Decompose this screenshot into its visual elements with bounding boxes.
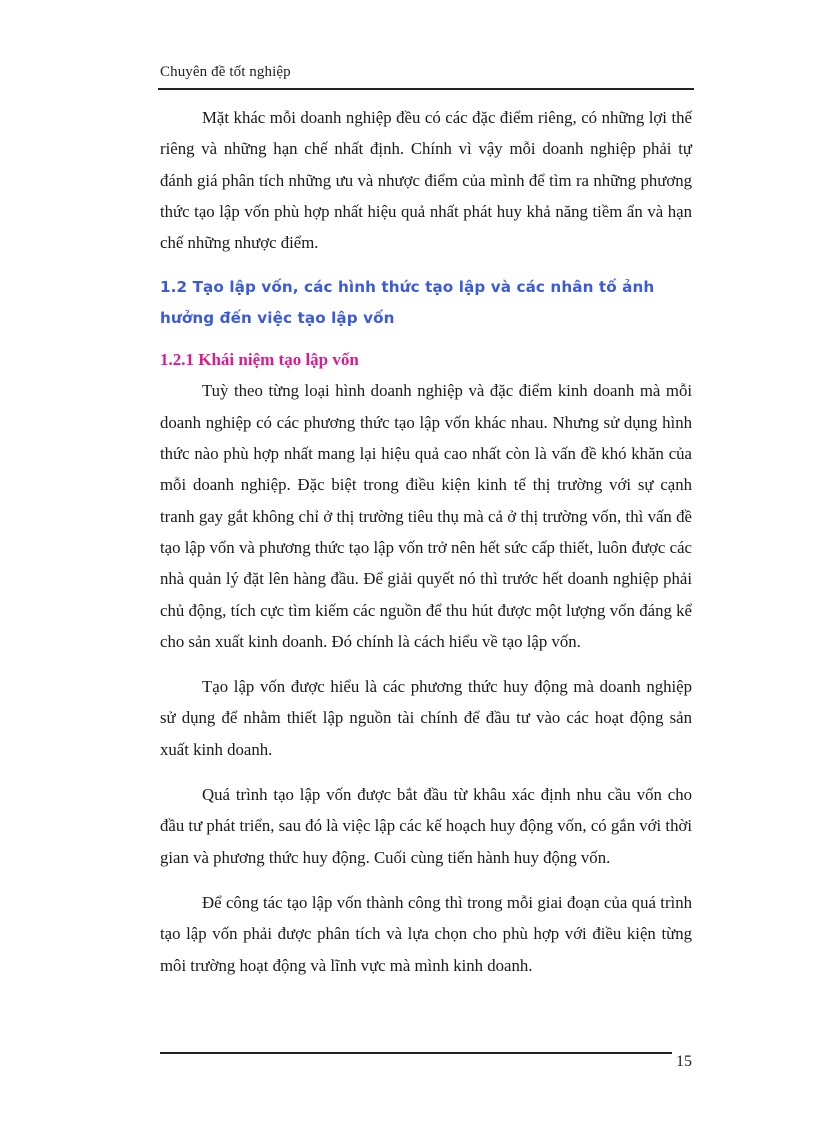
paragraph-intro: Mặt khác mỗi doanh nghiệp đều có các đặc điểm riêng, có những lợi thế riêng và những hạn chế nhất định. Chính vì vậy mỗi doanh nghiệp phải tự đánh giá phân tích những ưu và nhược điểm của mình để tìm ra những phương thức tạo lập vốn phù hợp nhất hiệu quả nhất phát huy khả năng tiềm ẩn và hạn chế những nhược điểm. — [160, 108, 692, 253]
paragraph-3: Quá trình tạo lập vốn được bắt đầu từ khâu xác định nhu cầu vốn cho đầu tư phát triển, sau đó là việc lập các kế hoạch huy động vốn, có gắn với thời gian và phương thức huy động. Cuối cùng tiến hành huy động vốn. — [160, 785, 692, 867]
page-content — [160, 102, 692, 981]
paragraph-1: Tuỳ theo từng loại hình doanh nghiệp và đặc điểm kinh doanh mà mỗi doanh nghiệp có các phương thức tạo lập vốn khác nhau. Nhưng sử dụng hình thức nào phù hợp nhất mang lại hiệu quả cao nhất còn là vấn đề khó khăn của mỗi doanh nghiệp. Đặc biệt trong điều kiện kinh tế thị trường với sự cạnh tranh gay gắt không chỉ ở thị trường tiêu thụ mà cả ở thị trường vốn, thì vấn đề tạo lập vốn và phương thức tạo lập vốn trở nên hết sức cấp thiết, luôn được các nhà quản lý đặt lên hàng đầu. Để giải quyết nó thì trước hết doanh nghiệp phải chủ động, tích cực tìm kiếm các nguồn để thu hút được một lượng vốn đáng kể cho sản xuất kinh doanh. Đó chính là cách hiểu về tạo lập vốn. — [160, 381, 692, 651]
header-rule — [158, 88, 694, 90]
page-number: 15 — [676, 1053, 692, 1070]
running-header: Chuyên đề tốt nghiệp — [160, 64, 291, 80]
footer-rule — [160, 1052, 672, 1054]
paragraph-4: Để công tác tạo lập vốn thành công thì trong mỗi giai đoạn của quá trình tạo lập vốn phải được phân tích và lựa chọn cho phù hợp với điều kiện từng môi trường hoạt động và lĩnh vực mà mình kinh doanh. — [160, 892, 692, 975]
section-heading: 1.2 Tạo lập vốn, các hình thức tạo lập và các nhân tố ảnh hưởng đến việc tạo lập vốn — [160, 278, 655, 328]
paragraph-2: Tạo lập vốn được hiểu là các phương thức huy động mà doanh nghiệp sử dụng để nhằm thiết lập nguồn tài chính để đầu tư vào các hoạt động sản xuất kinh doanh. — [160, 677, 692, 759]
subsection-heading: 1.2.1 Khái niệm tạo lập vốn — [160, 350, 359, 370]
